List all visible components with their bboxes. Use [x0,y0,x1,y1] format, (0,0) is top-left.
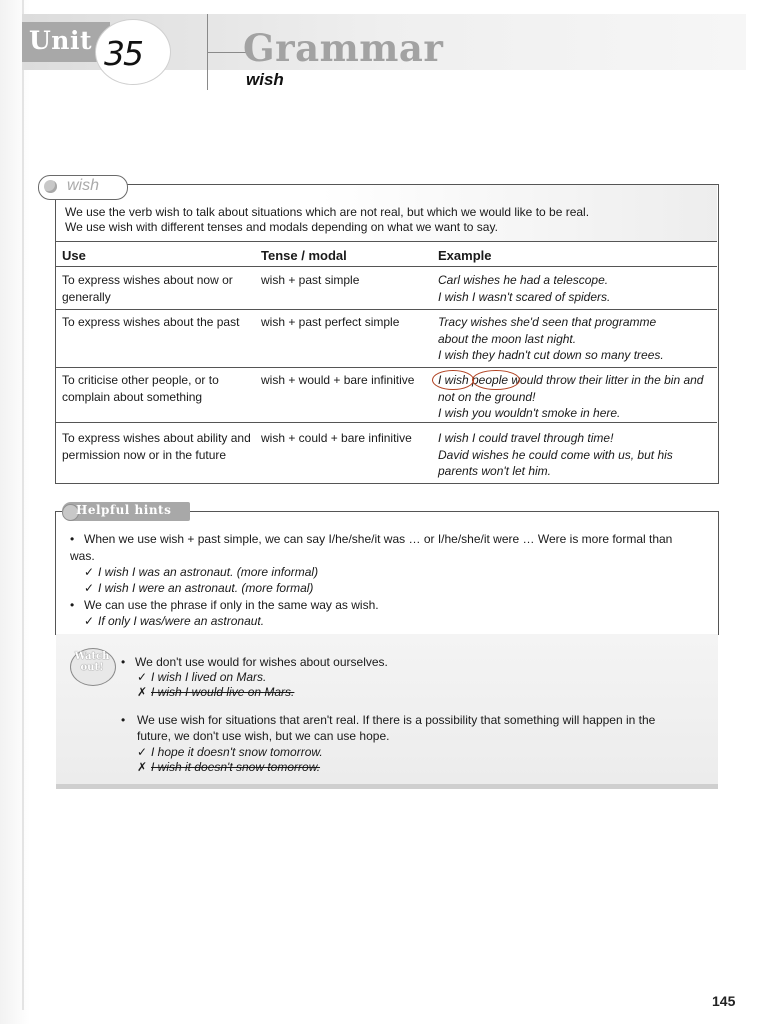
table-rule [56,309,717,310]
intro-line: We use wish with different tenses and modals depending on what we want to say. [65,220,498,234]
check-icon: ✓ [137,745,148,759]
page-number: 145 [712,993,736,1009]
row-examples [438,430,710,480]
check-icon: ✓ [84,565,95,579]
column-header-use: Use [62,248,86,263]
watch-out-label: Watch out! [74,651,110,673]
watch-out-example: ✓ I hope it doesn't snow tomorrow. [137,745,323,759]
watch-out-example: ✗ I wish it doesn't snow tomorrow. [137,760,321,774]
example-line: I wish they hadn't cut down so many trees. [438,348,664,362]
row-use: To express wishes about the past [62,315,240,329]
example-line: I wish I wasn't scared of spiders. [438,289,611,304]
bullet-icon: • [70,532,75,546]
page-subtitle: wish [246,70,284,89]
unit-number: 35 [104,34,142,73]
table-rule [56,422,717,423]
row-tense: wish + past perfect simple [261,315,400,329]
bullet-icon: • [121,655,126,669]
watch-out-bottom-shadow [56,784,718,789]
watch-out-item: • We use wish for situations that aren't real. If there is a possibility that something will happen in the future, we don't use wish, but we can use hope. [121,713,656,743]
row-tense: wish + past simple [261,273,360,287]
table-rule [56,367,717,368]
row-use: To express wishes about ability and permission now or in the future [62,431,251,462]
cross-icon: ✗ [137,760,148,774]
unit-word: Unit [29,26,93,55]
check-icon: ✓ [84,581,95,595]
handwritten-circle-annotation [432,370,474,390]
bullet-circle-icon [44,180,57,193]
check-icon: ✓ [84,614,95,628]
hint-example: ✓ If only I was/were an astronaut. [84,614,265,628]
example-line: I wish you wouldn't smoke in here. [438,406,621,420]
row-examples [438,272,710,305]
grammar-section-label [38,175,128,200]
row-tense: wish + could + bare infinitive [261,431,412,445]
hint-example: ✓ I wish I were an astronaut. (more formal) [84,581,314,595]
watch-out-item: • We don't use would for wishes about ourselves. [121,655,388,669]
handwritten-circle-annotation [472,370,520,390]
row-use: To express wishes about now or generally [62,273,233,304]
table-rule [56,266,717,267]
header-rule [207,52,247,53]
row-tense: wish + would + bare infinitive [261,373,415,387]
row-use: To criticise other people, or to complain about something [62,373,219,404]
bullet-icon: • [70,598,75,612]
column-header-example: Example [438,248,492,263]
grammar-intro [65,205,705,235]
table-top-rule [56,241,717,242]
helpful-hints-label: Helpful hints [76,503,172,517]
intro-line: We use the verb wish to talk about situations which are not real, but which we would like to be real. [65,205,590,219]
check-icon: ✓ [137,670,148,684]
watch-out-example: ✓ I wish I lived on Mars. [137,670,267,684]
hint-item: • When we use wish + past simple, we can say I/he/she/it was … or I/he/she/it were … Were is more formal than was. [70,532,673,563]
example-line: David wishes he could come with us, but his parents won't let him. [438,447,673,478]
cross-icon: ✗ [137,685,148,699]
grammar-label-text: wish [67,177,100,194]
row-examples [438,314,688,364]
example-line: Tracy wishes she'd seen that programme about the moon last night. [438,315,657,346]
example-line: I wish people would throw their litter in the bin and not on the ground! [438,373,704,404]
page-spine-line [22,0,24,1010]
watch-out-example: ✗ I wish I would live on Mars. [137,685,295,699]
bullet-icon: • [121,713,126,727]
example-line: I wish I could travel through time! [438,431,614,445]
column-header-tense: Tense / modal [261,248,347,263]
hint-example: ✓ I wish I was an astronaut. (more informal) [84,565,319,579]
page-title: Grammar [243,26,444,70]
example-line: Carl wishes he had a telescope. [438,273,609,287]
hint-item: • We can use the phrase if only in the same way as wish. [70,598,379,612]
